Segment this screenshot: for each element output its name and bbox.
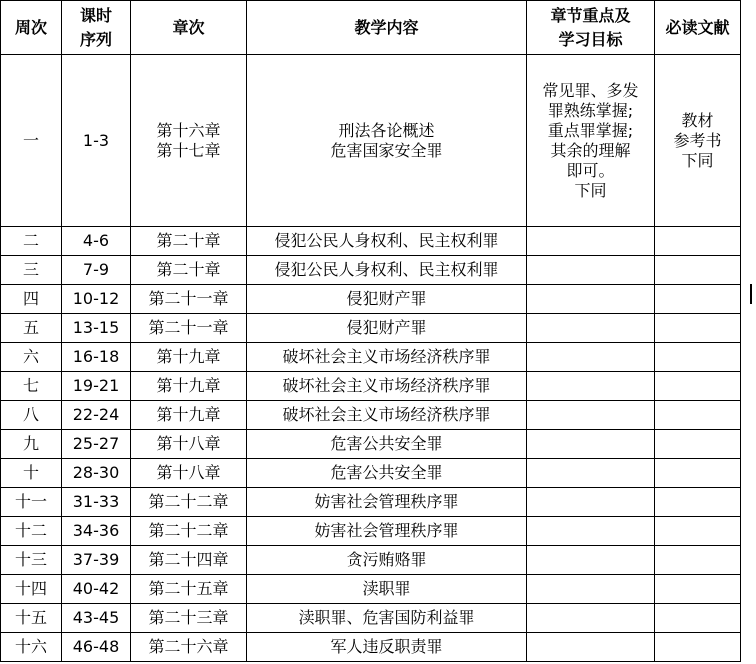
session-cell: 40-42 — [62, 575, 131, 604]
table-row — [1, 604, 741, 633]
content-cell: 侵犯公民人身权利、民主权利罪 — [247, 256, 527, 285]
session-cell: 46-48 — [62, 633, 131, 662]
content-cell: 军人违反职责罪 — [247, 633, 527, 662]
chapter-cell: 第十八章 — [131, 430, 247, 459]
content-cell — [247, 55, 527, 227]
goals-cell — [527, 256, 655, 285]
table-row — [1, 546, 741, 575]
chapter-line: 第十七章 — [156, 140, 221, 160]
goals-cell — [527, 459, 655, 488]
week-cell: 二 — [1, 227, 62, 256]
goals-cell — [527, 55, 655, 227]
week-cell: 十一 — [1, 488, 62, 517]
goals-line: 其余的理解 — [550, 140, 631, 160]
week-cell: 九 — [1, 430, 62, 459]
chapter-cell: 第二十三章 — [131, 604, 247, 633]
week-cell: 十六 — [1, 633, 62, 662]
content-cell: 侵犯财产罪 — [247, 314, 527, 343]
header-session-line1: 课时 — [79, 5, 112, 25]
goals-cell — [527, 575, 655, 604]
chapter-line: 第十六章 — [156, 120, 221, 140]
table-row — [1, 227, 741, 256]
reading-cell — [655, 575, 741, 604]
table-row — [1, 314, 741, 343]
text-cursor-mark — [750, 284, 752, 304]
header-content: 教学内容 — [247, 1, 527, 55]
reading-line: 下同 — [681, 150, 714, 170]
goals-cell — [527, 604, 655, 633]
session-cell: 13-15 — [62, 314, 131, 343]
goals-cell — [527, 314, 655, 343]
chapter-cell: 第二十一章 — [131, 285, 247, 314]
week-cell: 八 — [1, 401, 62, 430]
content-cell: 妨害社会管理秩序罪 — [247, 488, 527, 517]
chapter-cell: 第十八章 — [131, 459, 247, 488]
reading-cell — [655, 372, 741, 401]
chapter-cell: 第二十二章 — [131, 517, 247, 546]
reading-cell — [655, 546, 741, 575]
goals-cell — [527, 430, 655, 459]
session-cell: 28-30 — [62, 459, 131, 488]
header-goals — [527, 1, 655, 55]
table-row — [1, 343, 741, 372]
table-row — [1, 430, 741, 459]
goals-line: 下同 — [574, 180, 607, 200]
header-goals-line2: 学习目标 — [558, 29, 623, 49]
session-cell: 34-36 — [62, 517, 131, 546]
week-cell: 三 — [1, 256, 62, 285]
goals-cell — [527, 343, 655, 372]
session-cell: 16-18 — [62, 343, 131, 372]
chapter-cell: 第十九章 — [131, 343, 247, 372]
header-row — [1, 1, 741, 55]
week-cell: 一 — [1, 55, 62, 227]
chapter-cell: 第二十五章 — [131, 575, 247, 604]
table-row — [1, 285, 741, 314]
goals-cell — [527, 633, 655, 662]
week-cell: 十四 — [1, 575, 62, 604]
table-row — [1, 459, 741, 488]
header-session — [62, 1, 131, 55]
header-week: 周次 — [1, 1, 62, 55]
reading-cell — [655, 285, 741, 314]
content-cell: 贪污贿赂罪 — [247, 546, 527, 575]
chapter-cell: 第二十一章 — [131, 314, 247, 343]
goals-cell — [527, 372, 655, 401]
goals-line: 罪熟练掌握; — [547, 100, 634, 120]
goals-cell — [527, 401, 655, 430]
session-cell: 31-33 — [62, 488, 131, 517]
table-row — [1, 372, 741, 401]
header-chapter: 章次 — [131, 1, 247, 55]
goals-cell — [527, 227, 655, 256]
reading-cell — [655, 633, 741, 662]
reading-cell — [655, 604, 741, 633]
reading-cell — [655, 517, 741, 546]
goals-line: 常见罪、多发 — [542, 80, 639, 100]
header-session-line2: 序列 — [79, 29, 112, 49]
table-row — [1, 488, 741, 517]
chapter-cell: 第十九章 — [131, 401, 247, 430]
chapter-cell — [131, 55, 247, 227]
content-cell: 渎职罪、危害国防利益罪 — [247, 604, 527, 633]
chapter-cell: 第二十六章 — [131, 633, 247, 662]
session-cell: 37-39 — [62, 546, 131, 575]
session-cell: 43-45 — [62, 604, 131, 633]
reading-cell — [655, 227, 741, 256]
table-row — [1, 633, 741, 662]
reading-cell — [655, 459, 741, 488]
reading-cell — [655, 488, 741, 517]
content-cell: 渎职罪 — [247, 575, 527, 604]
chapter-cell: 第十九章 — [131, 372, 247, 401]
content-cell: 破坏社会主义市场经济秩序罪 — [247, 343, 527, 372]
session-cell: 7-9 — [62, 256, 131, 285]
content-cell: 破坏社会主义市场经济秩序罪 — [247, 401, 527, 430]
reading-cell — [655, 256, 741, 285]
content-cell: 危害公共安全罪 — [247, 459, 527, 488]
table-row — [1, 55, 741, 227]
goals-line: 重点罪掌握; — [547, 120, 634, 140]
goals-cell — [527, 546, 655, 575]
session-cell: 25-27 — [62, 430, 131, 459]
reading-cell — [655, 401, 741, 430]
chapter-cell: 第二十二章 — [131, 488, 247, 517]
week-cell: 十 — [1, 459, 62, 488]
session-cell: 10-12 — [62, 285, 131, 314]
content-cell: 侵犯公民人身权利、民主权利罪 — [247, 227, 527, 256]
reading-cell — [655, 55, 741, 227]
table-row — [1, 575, 741, 604]
week-cell: 十二 — [1, 517, 62, 546]
session-cell: 4-6 — [62, 227, 131, 256]
chapter-cell: 第二十四章 — [131, 546, 247, 575]
week-cell: 六 — [1, 343, 62, 372]
week-cell: 五 — [1, 314, 62, 343]
table-row — [1, 256, 741, 285]
reading-line: 参考书 — [673, 130, 722, 150]
goals-cell — [527, 517, 655, 546]
goals-cell — [527, 285, 655, 314]
chapter-cell: 第二十章 — [131, 256, 247, 285]
content-cell: 危害公共安全罪 — [247, 430, 527, 459]
goals-line: 即可。 — [566, 160, 615, 180]
week-cell: 十五 — [1, 604, 62, 633]
week-cell: 七 — [1, 372, 62, 401]
content-line: 危害国家安全罪 — [330, 140, 443, 160]
week-cell: 四 — [1, 285, 62, 314]
reading-cell — [655, 314, 741, 343]
header-goals-line1: 章节重点及 — [550, 5, 631, 25]
content-cell: 侵犯财产罪 — [247, 285, 527, 314]
content-cell: 破坏社会主义市场经济秩序罪 — [247, 372, 527, 401]
reading-line: 教材 — [681, 110, 714, 130]
session-cell: 1-3 — [62, 55, 131, 227]
session-cell: 22-24 — [62, 401, 131, 430]
reading-cell — [655, 343, 741, 372]
reading-cell — [655, 430, 741, 459]
chapter-cell: 第二十章 — [131, 227, 247, 256]
session-cell: 19-21 — [62, 372, 131, 401]
table-row — [1, 401, 741, 430]
goals-cell — [527, 488, 655, 517]
week-cell: 十三 — [1, 546, 62, 575]
content-line: 刑法各论概述 — [338, 120, 435, 140]
table-row — [1, 517, 741, 546]
content-cell: 妨害社会管理秩序罪 — [247, 517, 527, 546]
header-reading: 必读文献 — [655, 1, 741, 55]
